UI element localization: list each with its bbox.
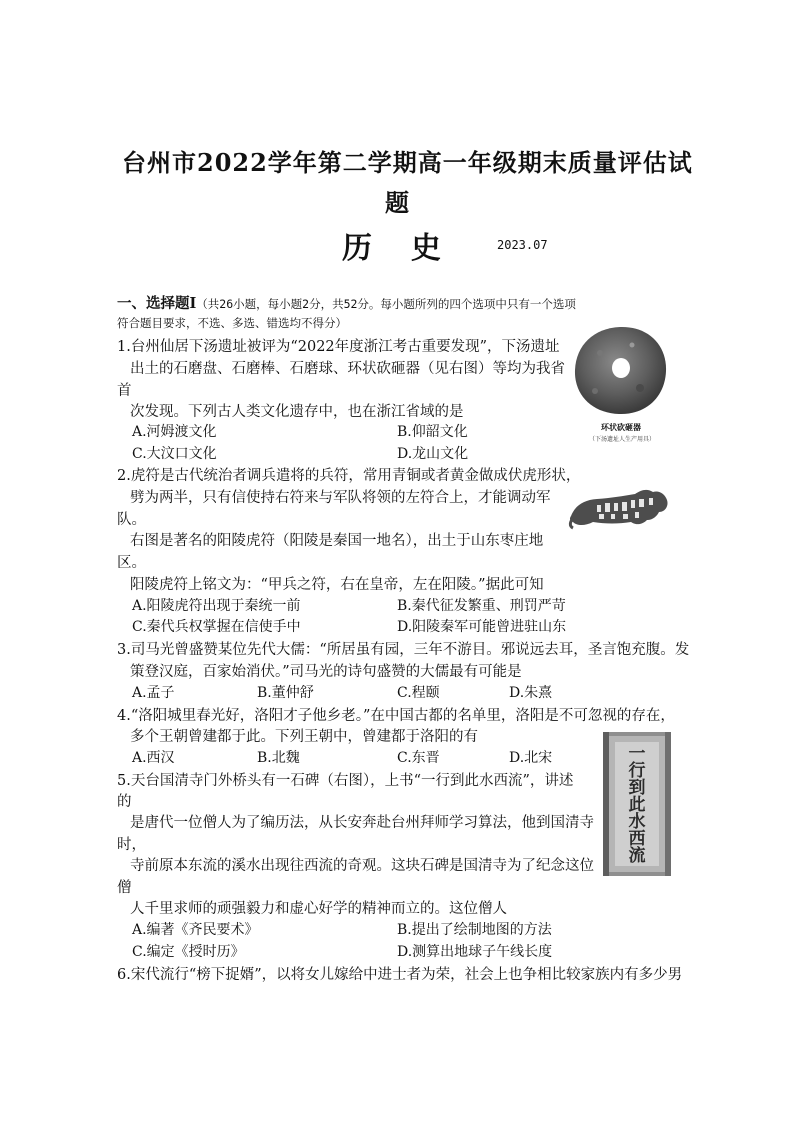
q4-option-b[interactable]: B.北魏 [257,750,300,766]
q4-line-2: 多个王朝曾建都于此。下列王朝中，曾建都于洛阳的有 [130,729,478,745]
stele-image [603,732,671,876]
q5-line-4: 时， [117,837,146,853]
q1-line-4: 次发现。下列古人类文化遗存中，也在浙江省域的是 [130,404,464,420]
section-heading [117,292,576,313]
q5-option-b[interactable]: B.提出了绘制地图的方法 [397,922,552,938]
q3-option-b[interactable]: B.董仲舒 [257,685,314,701]
q2-line-2: 劈为两半，只有信使持右符来与军队将领的左符合上，才能调动军 [130,490,551,506]
q1-option-a[interactable]: A.河姆渡文化 [132,424,217,440]
stone-disc-image [570,323,670,418]
q3-line-1: 3.司马光曾盛赞某位先代大儒：“所居虽有园，三年不游目。邪说远去耳，圣言饱充腹。发 [117,642,690,658]
q3-option-d[interactable]: D.朱熹 [509,685,553,701]
page-title-line2: 题 [385,188,410,217]
q2-line-3: 队。 [117,512,146,528]
q4-option-a[interactable]: A.西汉 [132,750,175,766]
section-note-2: 符合题目要求，不选、多选、错选均不得分） [117,316,347,330]
q5-line-1: 5.天台国清寺门外桥头有一石碑（右图），上书“一行到此水西流”，讲述 [117,773,574,789]
q2-line-4: 右图是著名的阳陵虎符（阳陵是秦国一地名），出土于山东枣庄地 [130,533,544,549]
section-label: 一、选择题Ⅰ [117,295,197,312]
subject-title: 历 史 [342,231,447,266]
q1-line-3: 首 [117,383,132,399]
q2-line-5: 区。 [117,555,146,571]
q5-line-3: 是唐代一位僧人为了编历法，从长安奔赴台州拜师学习算法，他到国清寺 [130,815,594,831]
stele-inscription: 一行到此水西流 [628,744,646,866]
q1-line-1: 1.台州仙居下汤遗址被评为“2022年度浙江考古重要发现”，下汤遗址 [117,339,560,355]
q5-option-c[interactable]: C.编定《授时历》 [132,944,245,960]
exam-date: 2023.07 [497,238,548,252]
q1-option-c[interactable]: C.大汶口文化 [132,446,217,462]
q5-option-a[interactable]: A.编著《齐民要术》 [132,922,259,938]
q1-line-2: 出土的石磨盘、石磨棒、石磨球、环状砍砸器（见右图）等均为我省 [130,361,565,377]
stone-disc-subcaption: （下汤遗址人生产用具） [589,436,656,443]
q2-option-d[interactable]: D.阳陵秦军可能曾进驻山东 [397,619,567,635]
q3-option-a[interactable]: A.孟子 [132,685,175,701]
q2-line-6: 阳陵虎符上铭文为：“甲兵之符，右在皇帝，左在阳陵。”据此可知 [130,577,544,593]
q3-option-c[interactable]: C.程颐 [397,685,440,701]
q1-option-d[interactable]: D.龙山文化 [397,446,469,462]
q4-line-1: 4.“洛阳城里春光好，洛阳才子他乡老。”在中国古都的名单里，洛阳是不可忽视的存在， [117,708,675,724]
q4-option-c[interactable]: C.东晋 [397,750,440,766]
q5-line-7: 人千里求师的顽强毅力和虚心好学的精神而立的。这位僧人 [130,901,507,917]
tiger-tally-image [567,486,671,530]
q4-option-d[interactable]: D.北宋 [509,750,553,766]
stone-disc-caption: 环状砍砸器 [601,423,641,432]
q2-option-c[interactable]: C.秦代兵权掌握在信使手中 [132,619,301,635]
q3-line-2: 策登汉庭，百家始消伏。”司马光的诗句盛赞的大儒最有可能是 [130,664,522,680]
q5-line-2: 的 [117,794,132,810]
q2-line-1: 2.虎符是古代统治者调兵遣将的兵符，常用青铜或者黄金做成伏虎形状， [117,468,581,484]
q2-option-a[interactable]: A.阳陵虎符出现于秦统一前 [132,598,301,614]
q1-option-b[interactable]: B.仰韶文化 [397,424,468,440]
q5-line-5: 寺前原本东流的溪水出现往西流的奇观。这块石碑是国清寺为了纪念这位 [130,858,594,874]
q2-option-b[interactable]: B.秦代征发繁重、刑罚严苛 [397,598,566,614]
q5-option-d[interactable]: D.测算出地球子午线长度 [397,944,553,960]
section-note: （共26小题，每小题2分，共52分。每小题所列的四个选项中只有一个选项 [196,297,576,311]
q6-line-1: 6.宋代流行“榜下捉婿”，以将女儿嫁给中进士者为荣，社会上也争相比较家族内有多少男 [117,967,683,983]
q5-line-6: 僧 [117,880,132,896]
page-title-line1: 台州市2022学年第二学期高一年级期末质量评估试 [122,148,693,177]
